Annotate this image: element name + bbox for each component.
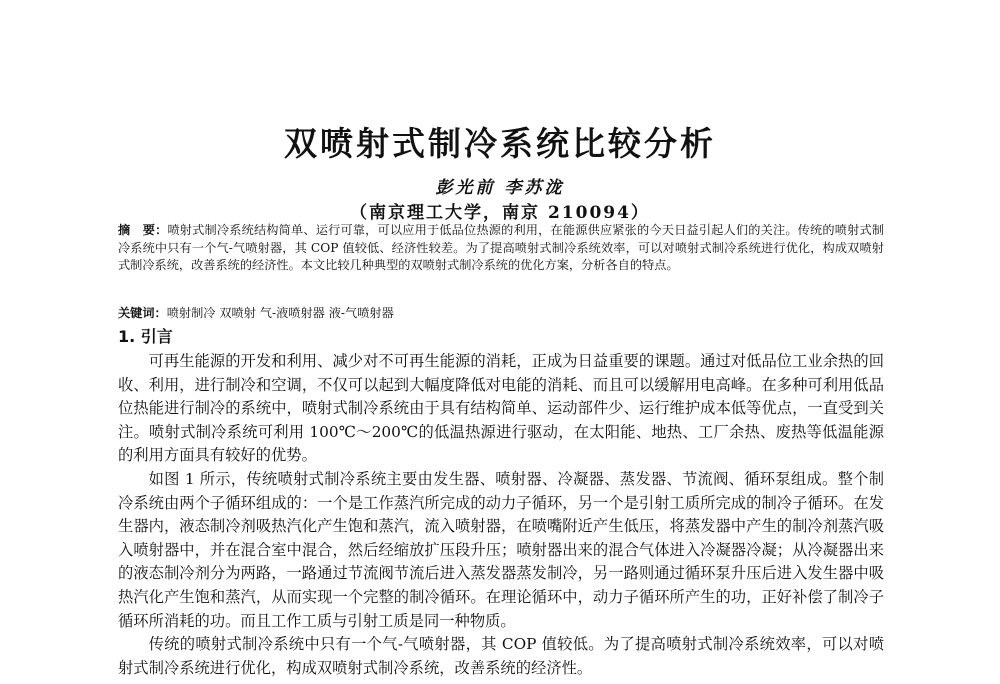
section-heading-introduction: 1. 引言 [118, 327, 173, 346]
paper-title: 双喷射式制冷系统比较分析 [284, 124, 716, 163]
keywords-label: 关键词： [118, 306, 167, 320]
paper-authors: 彭光前 李苏泷 [435, 178, 565, 198]
abstract-text: 喷射式制冷系统结构简单、运行可靠，可以应用于低品位热源的利用，在能源供应紧张的今天日益引起人们的关注。传统的喷射式制冷系统中只有一个气-气喷射器，其 COP 值较低、经济性较差。为了提高喷射式制冷系统效率，可以对喷射式制冷系统进行优化，构成双喷射式制冷系统，改善系统的经济性。本文比较几种典型的双喷射式制冷系统的优化方案，分析各自的特点。 [118, 223, 885, 272]
abstract-label: 摘 要： [118, 223, 168, 237]
keywords-block [118, 305, 884, 322]
abstract-block [118, 222, 884, 275]
body-paragraph: 可再生能源的开发和利用、减少对不可再生能源的消耗，正成为日益重要的课题。通过对低品位工业余热的回收、利用，进行制冷和空调，不仅可以起到大幅度降低对电能的消耗、而且可以缓解用电高峰。在多种可利用低品位热能进行制冷的系统中，喷射式制冷系统由于具有结构简单、运动部件少、运行维护成本低等优点，一直受到关注。喷射式制冷系统可利用 100℃～200℃的低温热源进行驱动，在太阳能、地热、工厂余热、废热等低温能源的利用方面具有较好的优势。 [118, 352, 884, 465]
body-paragraph: 如图 1 所示，传统喷射式制冷系统主要由发生器、喷射器、冷凝器、蒸发器、节流阀、循环泵组成。整个制冷系统由两个子循环组成的：一个是工作蒸汽所完成的动力子循环，另一个是引射工质所完成的制冷子循环。在发生器内，液态制冷剂吸热汽化产生饱和蒸汽，流入喷射器，在喷嘴附近产生低压，将蒸发器中产生的制冷剂蒸汽吸入喷射器中，并在混合室中混合，然后经缩放扩压段升压；喷射器出来的混合气体进入冷凝器冷凝；从冷凝器出来的液态制冷剂分为两路，一路通过节流阀节流后进入蒸发器蒸发制冷，另一路则通过循环泵升压后进入发生器中吸热汽化产生饱和蒸汽，从而实现一个完整的制冷循环。在理论循环中，动力子循环所产生的功，正好补偿了制冷子循环所消耗的功。而且工作工质与引射工质是同一种物质。 [118, 469, 884, 630]
paper-affiliation: （南京理工大学，南京 210094） [350, 203, 650, 223]
keywords-text: 喷射制冷 双喷射 气-液喷射器 液-气喷射器 [166, 306, 394, 320]
body-text [118, 350, 884, 680]
body-paragraph: 传统的喷射式制冷系统中只有一个气-气喷射器，其 COP 值较低。为了提高喷射式制冷系统效率，可以对喷射式制冷系统进行优化，构成双喷射式制冷系统，改善系统的经济性。 [118, 635, 884, 677]
